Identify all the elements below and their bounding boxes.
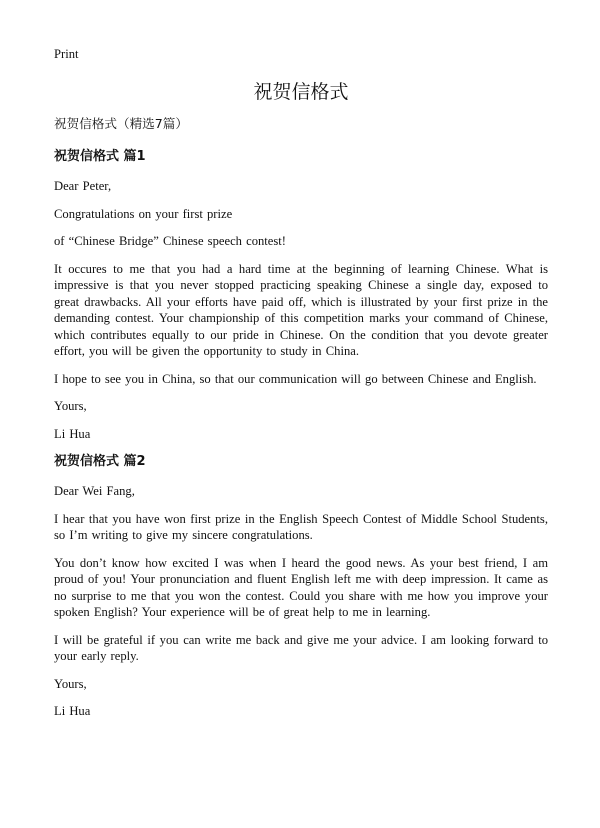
letter-salutation: Dear Wei Fang, — [54, 484, 135, 498]
page-title: 祝贺信格式 — [253, 80, 349, 103]
letter-salutation: Dear Peter, — [54, 179, 112, 193]
letter-paragraph: I hope to see you in China, so that our communication will go between Chinese and English. — [54, 371, 537, 386]
letter-2 — [54, 453, 548, 720]
letter-1 — [54, 148, 548, 442]
letter-heading: 祝贺信格式 篇1 — [54, 149, 146, 164]
letter-heading: 祝贺信格式 篇2 — [54, 454, 146, 469]
letter-closing: Yours, — [54, 676, 87, 691]
document-subtitle: 祝贺信格式（精选7篇） — [54, 115, 188, 131]
letter-closing: Yours, — [54, 399, 87, 413]
letter-signature: Li Hua — [54, 704, 91, 718]
letter-signature: Li Hua — [54, 426, 91, 441]
letter-paragraph: I will be grateful if you can write me back and give me your advice. I am looking forward to your early reply. — [54, 632, 548, 663]
letter-paragraph: It occures to me that you had a hard time at the beginning of learning Chinese. What is impressive is that you never stopped practicing speaking Chinese a single day, exposed to great drawbacks. All your efforts have paid off, which is illustrated by your first prize in the demanding contest. Your championship of this competition marks your command of Chinese, which contributes equally to our pride in Chinese. On the condition that you devote greater effort, you will be given the opportunity to study in China. — [54, 261, 548, 358]
letter-paragraph: Congratulations on your first prize — [54, 206, 233, 221]
letter-paragraph: I hear that you have won first prize in the English Speech Contest of Middle School Students, so I’m writing to give my sincere congratulations. — [54, 511, 548, 542]
letter-paragraph: You don’t know how excited I was when I heard the good news. As your best friend, I am proud of you! Your pronunciation and fluent English left me with deep impression. It came as no surprise to me that you won the contest. Could you share with me how you improve your spoken English? Your experience will be of great help to me in learning. — [54, 555, 548, 619]
print-link[interactable]: Print — [54, 47, 79, 61]
letter-paragraph: of “Chinese Bridge” Chinese speech contest! — [54, 234, 286, 248]
